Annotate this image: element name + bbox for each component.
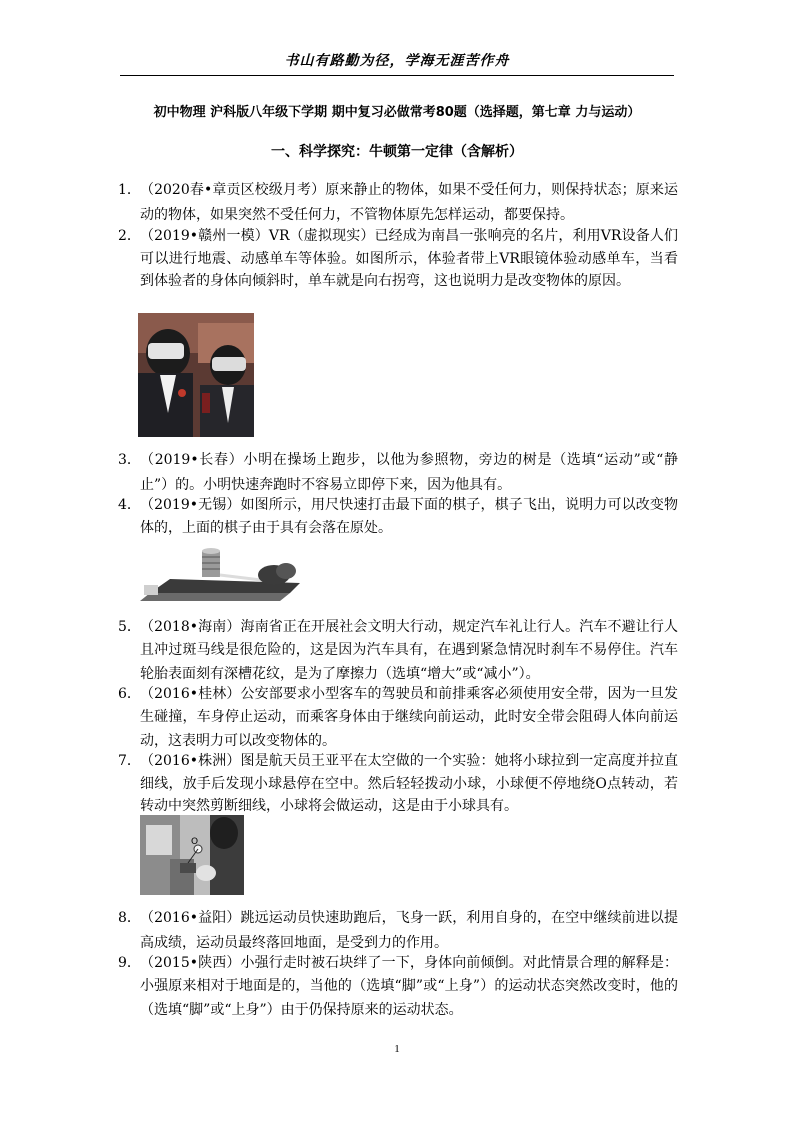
- question-text: （2016•株洲）图是航天员王亚平在太空做的一个实验：她将小球拉到一定高度并拉直细线，放手后发现小球悬停在空中。然后轻轻拨动小球，小球便不停地绕O点转动，若转动中突然剪断细线，小球将会做运动，这是由于小球具有。: [140, 753, 678, 814]
- question-number: 5．: [118, 619, 141, 635]
- question-number: 2．: [118, 228, 141, 244]
- question-number: 1．: [118, 182, 141, 198]
- question-text: （2019•赣州一模）VR（虚拟现实）已经成为南昌一张响亮的名片，利用VR设备人们可以进行地震、动感单车等体验。如图所示，体验者带上VR眼镜体验动感单车，当看到体验者的身体向倾斜时，单车就是向右拐弯，这也说明力是改变物体的原因。: [140, 228, 678, 289]
- vr-experience-photo: [138, 313, 254, 437]
- question-number: 8．: [118, 910, 141, 926]
- question-text: （2018•海南）海南省正在开展社会文明大行动，规定汽车礼让行人。汽车不避让行人且冲过斑马线是很危险的，这是因为汽车具有，在遇到紧急情况时刹车不易停住。汽车轮胎表面刻有深槽花纹，是为了摩擦力（选填“增大”或“减小”）。: [140, 619, 679, 682]
- question-6: [118, 683, 678, 755]
- header-motto: 书山有路勤为径，学海无涯苦作舟: [284, 53, 510, 69]
- question-7: [118, 750, 678, 820]
- chess-piece-experiment-photo: [140, 545, 300, 603]
- question-3: [118, 449, 678, 498]
- question-5: [118, 616, 678, 688]
- question-number: 3．: [118, 452, 141, 468]
- question-number: 6．: [118, 686, 141, 702]
- question-number: 4．: [118, 497, 141, 513]
- question-text: （2019•无锡）如图所示，用尺快速打击最下面的棋子，棋子飞出，说明力可以改变物体的，上面的棋子由于具有会落在原处。: [140, 497, 678, 536]
- question-1: [118, 179, 678, 228]
- question-2: [118, 225, 678, 295]
- question-number: 9．: [118, 955, 141, 971]
- question-text: （2016•益阳）跳远运动员快速助跑后，飞身一跃，利用自身的，在空中继续前进以提高成绩，运动员最终落回地面，是受到力的作用。: [140, 910, 679, 951]
- question-text: （2016•桂林）公安部要求小型客车的驾驶员和前排乘客必须使用安全带，因为一旦发生碰撞，车身停止运动，而乘客身体由于继续向前运动，此时安全带会阻碍人体向前运动，这表明力可以改变物体的。: [140, 686, 679, 749]
- page-number: 1: [394, 1043, 400, 1055]
- section-title: 一、科学探究：牛顿第一定律（含解析）: [271, 144, 523, 160]
- question-text: （2015•陕西）小强行走时被石块绊了一下，身体向前倾倒。对此情景合理的解释是：小强原来相对于地面是的，当他的（选填“脚”或“上身”）的运动状态突然改变时，他的（选填“脚”或“上身”）由于仍保持原来的运动状态。: [140, 955, 678, 1018]
- question-text: （2019•长春）小明在操场上跑步，以他为参照物，旁边的树是（选填“运动”或“静止”）的。小明快速奔跑时不容易立即停下来，因为他具有。: [140, 452, 678, 493]
- question-4: [118, 494, 678, 541]
- pivot-point-label: O: [191, 837, 199, 847]
- document-title: 初中物理 沪科版八年级下学期 期中复习必做常考80题（选择题，第七章 力与运动）: [153, 105, 641, 120]
- header-rule: [120, 75, 674, 76]
- question-number: 7．: [118, 753, 141, 769]
- question-9: [118, 952, 678, 1024]
- question-8: [118, 907, 678, 956]
- astronaut-experiment-photo: [140, 815, 244, 895]
- question-text: （2020春•章贡区校级月考）原来静止的物体，如果不受任何力，则保持状态；原来运动的物体，如果突然不受任何力，不管物体原先怎样运动，都要保持。: [140, 182, 679, 223]
